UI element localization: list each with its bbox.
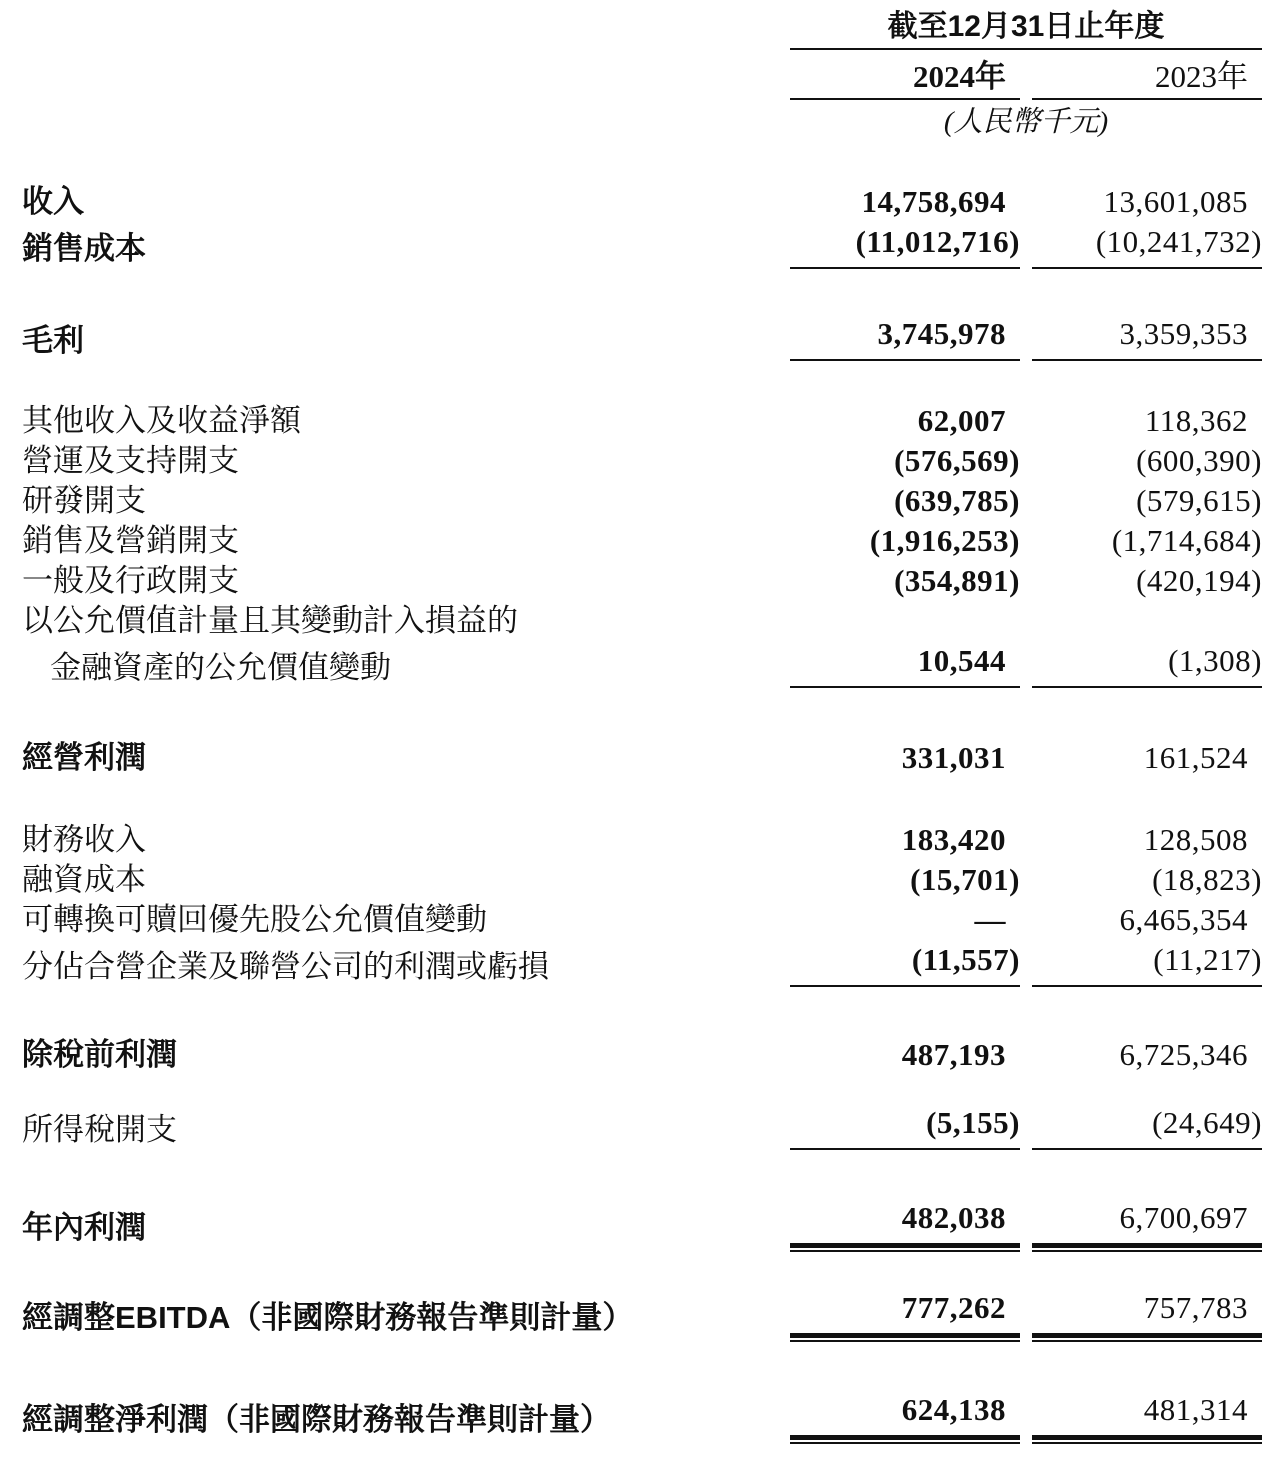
row-label: 其他收入及收益淨額 bbox=[22, 403, 301, 438]
period-title: 截至12月31日止年度 bbox=[790, 8, 1262, 50]
row-operating-profit bbox=[22, 738, 1262, 778]
value-2024: 10,544 bbox=[790, 641, 1020, 688]
value-2024: (11,012,716) bbox=[790, 222, 1020, 269]
row-label: 融資成本 bbox=[22, 862, 146, 897]
row-operations-support-expenses bbox=[22, 441, 1262, 481]
row-selling-marketing-expenses bbox=[22, 521, 1262, 561]
row-label: 銷售成本 bbox=[22, 231, 146, 266]
row-label: 銷售及營銷開支 bbox=[22, 523, 239, 558]
row-label: 研發開支 bbox=[22, 483, 146, 518]
value-2023: (420,194) bbox=[1136, 563, 1262, 598]
currency-unit-note: (人民幣千元) bbox=[943, 106, 1109, 138]
row-convertible-preferred-fv-change bbox=[22, 900, 1262, 940]
value-2024: 487,193 bbox=[901, 1037, 1006, 1072]
row-finance-costs bbox=[22, 860, 1262, 900]
row-label: 財務收入 bbox=[22, 822, 146, 857]
row-rd-expenses bbox=[22, 481, 1262, 521]
year-columns bbox=[790, 56, 1262, 100]
row-adjusted-ebitda bbox=[22, 1288, 1262, 1338]
row-label: 營運及支持開支 bbox=[22, 443, 239, 478]
value-2024: 183,420 bbox=[901, 822, 1006, 857]
value-2023: (600,390) bbox=[1136, 443, 1262, 478]
row-label: 可轉換可贖回優先股公允價值變動 bbox=[22, 902, 487, 937]
row-label: 經調整EBITDA（非國際財務報告準則計量） bbox=[22, 1300, 634, 1335]
value-2024: (639,785) bbox=[894, 483, 1020, 518]
row-label: 金融資產的公允價值變動 bbox=[50, 650, 391, 685]
value-2023: 481,314 bbox=[1032, 1390, 1262, 1440]
value-2024: (1,916,253) bbox=[869, 523, 1020, 558]
row-income-tax-expense bbox=[22, 1103, 1262, 1150]
row-cost-of-sales bbox=[22, 222, 1262, 269]
value-2024: 624,138 bbox=[790, 1390, 1020, 1440]
row-label: 年內利潤 bbox=[22, 1210, 146, 1245]
row-fvtpl-assets-line2 bbox=[22, 641, 1262, 688]
value-2024: — bbox=[974, 902, 1006, 937]
value-2023: 6,465,354 bbox=[1119, 902, 1248, 937]
row-fvtpl-assets-line1 bbox=[22, 601, 1262, 641]
row-share-of-jv-and-associates bbox=[22, 940, 1262, 987]
header-area bbox=[790, 8, 1262, 142]
value-2024: 62,007 bbox=[917, 403, 1006, 438]
row-label: 經營利潤 bbox=[22, 740, 146, 775]
table-header bbox=[22, 8, 1262, 142]
row-label: 一般及行政開支 bbox=[22, 563, 239, 598]
value-2024: 14,758,694 bbox=[861, 184, 1006, 219]
value-2023: (579,615) bbox=[1136, 483, 1262, 518]
row-general-admin-expenses bbox=[22, 561, 1262, 601]
value-2024: (15,701) bbox=[910, 862, 1020, 897]
row-label: 毛利 bbox=[22, 323, 84, 358]
value-2023: (1,714,684) bbox=[1111, 523, 1262, 558]
row-label: 所得稅開支 bbox=[22, 1112, 177, 1147]
row-label: 分佔合營企業及聯營公司的利潤或虧損 bbox=[22, 949, 549, 984]
value-2023: 128,508 bbox=[1143, 822, 1248, 857]
row-label: 除稅前利潤 bbox=[22, 1037, 177, 1072]
value-2023: (18,823) bbox=[1152, 862, 1262, 897]
value-2023: (11,217) bbox=[1032, 940, 1262, 987]
value-2024: (11,557) bbox=[790, 940, 1020, 987]
value-2023: (24,649) bbox=[1032, 1103, 1262, 1150]
value-2023: (1,308) bbox=[1032, 641, 1262, 688]
value-2023: 757,783 bbox=[1032, 1288, 1262, 1338]
value-2024: (5,155) bbox=[790, 1103, 1020, 1150]
value-2024: 331,031 bbox=[901, 740, 1006, 775]
row-revenue bbox=[22, 182, 1262, 222]
value-2024: (576,569) bbox=[894, 443, 1020, 478]
value-2023: 118,362 bbox=[1144, 403, 1248, 438]
value-2024: 482,038 bbox=[790, 1198, 1020, 1248]
row-other-income-net bbox=[22, 401, 1262, 441]
row-label: 收入 bbox=[22, 184, 84, 219]
value-2024: 777,262 bbox=[790, 1288, 1020, 1338]
value-2024: 3,745,978 bbox=[790, 314, 1020, 361]
value-2023: (10,241,732) bbox=[1032, 222, 1262, 269]
value-2023: 6,700,697 bbox=[1032, 1198, 1262, 1248]
value-2023: 13,601,085 bbox=[1103, 184, 1248, 219]
value-2024: (354,891) bbox=[894, 563, 1020, 598]
row-finance-income bbox=[22, 820, 1262, 860]
row-label: 經調整淨利潤（非國際財務報告準則計量） bbox=[22, 1402, 611, 1437]
row-adjusted-net-profit bbox=[22, 1390, 1262, 1440]
column-header-2023: 2023年 bbox=[1032, 56, 1262, 100]
value-2023: 3,359,353 bbox=[1032, 314, 1262, 361]
row-profit-before-tax bbox=[22, 1035, 1262, 1075]
value-2023: 161,524 bbox=[1143, 740, 1248, 775]
row-profit-for-year bbox=[22, 1198, 1262, 1248]
value-2023: 6,725,346 bbox=[1119, 1037, 1248, 1072]
row-label: 以公允價值計量且其變動計入損益的 bbox=[22, 603, 518, 638]
column-header-2024: 2024年 bbox=[790, 56, 1020, 100]
row-gross-profit bbox=[22, 314, 1262, 361]
header-spacer bbox=[22, 8, 778, 142]
